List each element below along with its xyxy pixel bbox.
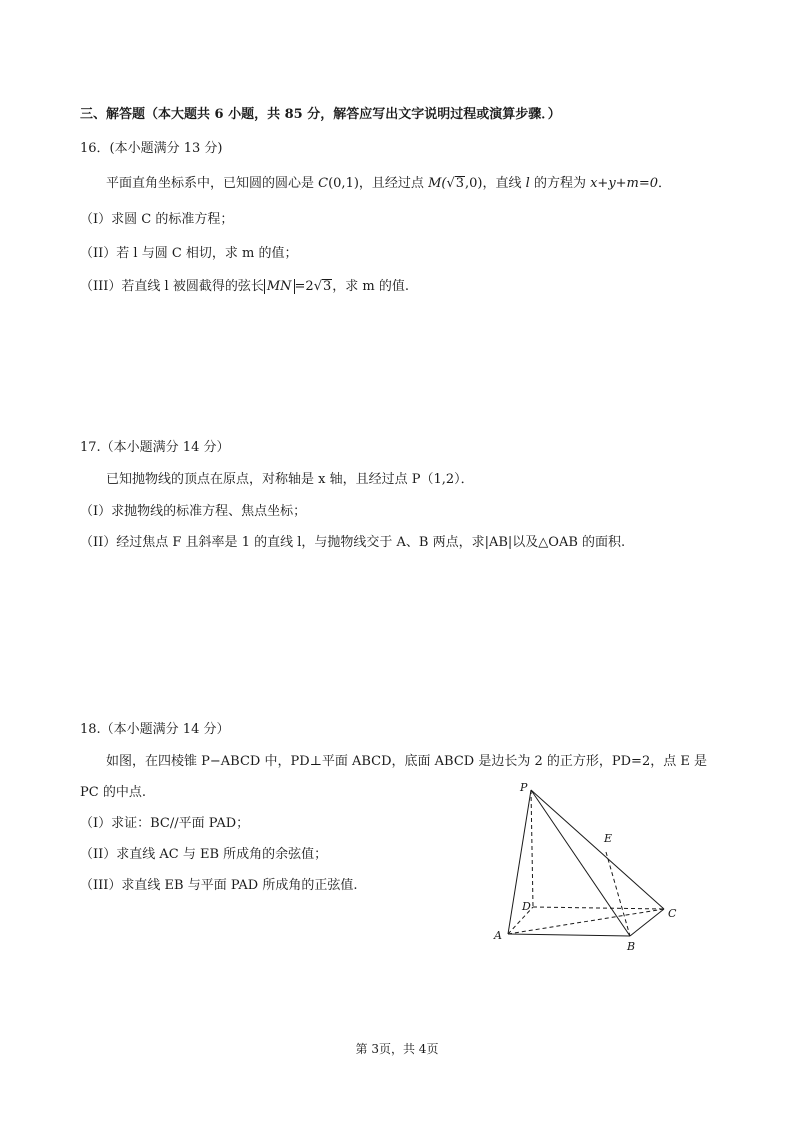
q16-intro-e: ． (658, 176, 672, 191)
q16-intro-b: ，且经过点 (358, 176, 429, 191)
pyramid-figure (488, 776, 688, 956)
q16-sqrt-symbol: √ (446, 176, 455, 191)
q16-center-coords: (0,1) (328, 176, 359, 191)
q18-part3: （III）求直线 EB 与平面 PAD 所成角的正弦值. (80, 878, 358, 893)
edge-ab (508, 934, 630, 936)
q16-part3-b: ，求 m 的值. (332, 279, 410, 294)
q18-part1: （I）求证：BC//平面 PAD； (80, 816, 250, 831)
q18-header: 18.（本小题满分 14 分） (80, 722, 230, 737)
q16-intro-c: ，直线 (482, 176, 526, 191)
q16-intro-a: 平面直角坐标系中，已知圆的圆心是 (106, 176, 319, 191)
edge-bc (630, 909, 664, 936)
label-e: E (604, 832, 613, 845)
q16-point-m-tail: ,0) (465, 176, 483, 191)
edge-pb (531, 790, 630, 936)
q16-header: 16．(本小题满分 13 分) (80, 141, 223, 156)
q16-part3-sqrt-symbol: √ (313, 279, 322, 294)
q18-intro-line2: PC 的中点. (80, 785, 146, 800)
q16-sqrt3: 3 (455, 176, 465, 191)
label-c: C (668, 907, 677, 920)
q16-part3 (80, 275, 409, 294)
q17-part1: （I）求抛物线的标准方程、焦点坐标； (80, 504, 307, 519)
edge-pd (531, 790, 533, 907)
label-p: P (520, 781, 528, 794)
q16-chord-mn: MN (264, 279, 295, 294)
q16-intro (106, 172, 671, 191)
label-d: D (522, 900, 531, 913)
q18-part2: （II）求直线 AC 与 EB 所成角的余弦值； (80, 847, 328, 862)
q17-part2: （II）经过焦点 F 且斜率是 1 的直线 l，与抛物线交于 A、B 两点，求|AB|以及△OAB 的面积. (80, 535, 626, 550)
q16-line-l: l (525, 176, 530, 191)
q16-intro-d: 的方程为 (529, 176, 591, 191)
q16-equation: x+y+m=0 (590, 176, 659, 191)
q16-point-m: M( (428, 176, 447, 191)
segment-eb (606, 852, 630, 936)
label-a: A (494, 929, 502, 942)
label-b: B (627, 940, 636, 953)
q16-center: C (318, 176, 329, 191)
edge-dc (533, 907, 664, 909)
q18-intro-line1: 如图，在四棱锥 P−ABCD 中，PD⊥平面 ABCD，底面 ABCD 是边长为 2 的正方形，PD=2，点 E 是 (106, 754, 707, 769)
q16-part2: （II）若 l 与圆 C 相切，求 m 的值； (80, 246, 298, 261)
q17-intro: 已知抛物线的顶点在原点，对称轴是 x 轴，且经过点 P（1,2）． (106, 472, 474, 487)
q16-part3-a: （III）若直线 l 被圆截得的弦长 (80, 279, 264, 294)
q16-part3-sqrt3: 3 (323, 279, 332, 294)
q16-part1: （I）求圆 C 的标准方程； (80, 212, 234, 227)
q16-part3-eq: =2 (294, 279, 314, 294)
section-heading: 三、解答题（本大题共 6 小题，共 85 分，解答应写出文字说明过程或演算步骤．） (80, 107, 561, 122)
page-footer: 第 3页，共 4页 (355, 1042, 439, 1056)
segment-ac (508, 909, 664, 934)
q17-header: 17.（本小题满分 14 分） (80, 440, 230, 455)
edge-pc (531, 790, 664, 909)
